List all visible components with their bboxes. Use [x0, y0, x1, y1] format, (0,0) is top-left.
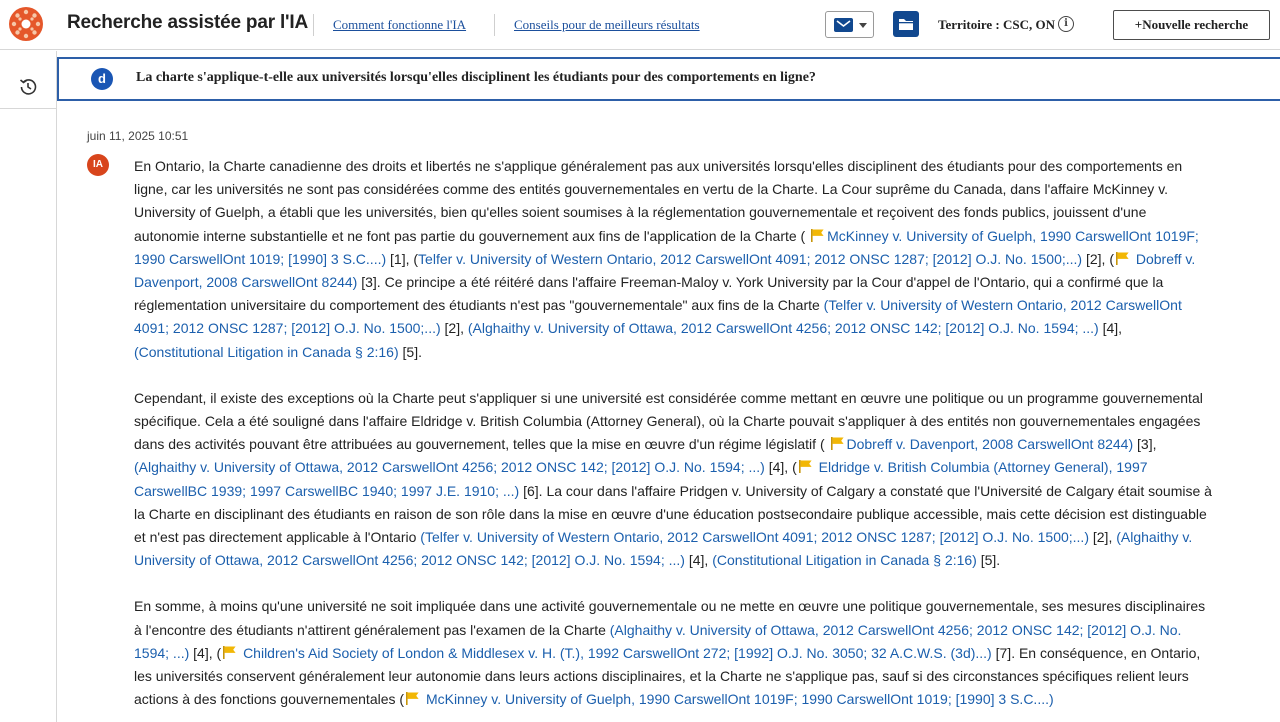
answer-paragraph [134, 155, 1214, 364]
sidebar-divider [0, 108, 57, 109]
citation-link[interactable]: Telfer v. University of Western Ontario, 2012 CarswellOnt 4091; 2012 ONSC 1287; [2012] O.J. No. 1500;...) [418, 250, 1083, 267]
citation-link[interactable]: (Telfer v. University of Western Ontario, 2012 CarswellOnt 4091; 2012 ONSC 1287; [2012] O.J. No. 1500;...) [420, 529, 1089, 546]
flag-icon [810, 228, 825, 242]
citation-link[interactable]: (Alghaithy v. University of Ottawa, 2012 CarswellOnt 4256; 2012 ONSC 142; [2012] O.J. No. 1594; ...) [134, 529, 1193, 569]
history-icon[interactable] [17, 76, 39, 98]
flag-icon [222, 645, 237, 659]
app-title: Recherche assistée par l'IA [67, 12, 308, 33]
territory-label: Territoire : CSC, ON [938, 17, 1055, 32]
sidebar [0, 51, 57, 722]
citation-ref: [2], [444, 320, 464, 337]
mail-icon [834, 18, 853, 32]
citation-link[interactable]: Dobreff v. Davenport, 2008 CarswellOnt 8244) [134, 250, 1196, 291]
question-text: La charte s'applique-t-elle aux universités lorsqu'elles disciplinent les étudiants pour des comportements en ligne? [136, 70, 816, 85]
answer-paragraph [134, 595, 1214, 711]
citation-link[interactable]: (Constitutional Litigation in Canada § 2:16) [134, 343, 399, 360]
citation-ref: [4], ( [193, 644, 222, 661]
top-header [0, 0, 1280, 50]
answer-body [134, 155, 1214, 722]
info-icon[interactable]: i [1058, 16, 1074, 32]
how-ai-works-link[interactable]: Comment fonctionne l'IA [333, 17, 467, 32]
flag-icon [1115, 251, 1130, 265]
citation-ref: [3], [1137, 436, 1157, 453]
chevron-down-icon [859, 23, 867, 28]
citation-ref: [4], [688, 552, 709, 569]
citation-link[interactable]: (Constitutional Litigation in Canada § 2:16) [712, 552, 977, 569]
logo-icon [8, 6, 44, 42]
answer-text: [7]. En conséquence, en Ontario, les universités conservent généralement leur autonomie dans leurs actions disciplinaires, et la Charte ne s'applique pas, sauf si des circonstances spécifiques relient leurs actions à des fonctions gouvernementales ( [134, 644, 1201, 708]
citation-ref: [1], ( [390, 250, 419, 267]
answer-paragraph [134, 387, 1214, 573]
citation-link[interactable]: (Telfer v. University of Western Ontario, 2012 CarswellOnt 4091; 2012 ONSC 1287; [2012] O.J. No. 1500;...) [134, 297, 1182, 337]
header-divider [494, 14, 495, 36]
citation-link[interactable]: (Alghaithy v. University of Ottawa, 2012 CarswellOnt 4256; 2012 ONSC 142; [2012] O.J. No. 1594; ...) [134, 459, 765, 476]
citation-ref: [4], ( [768, 459, 797, 476]
flag-icon [830, 436, 845, 450]
citation-ref: [2], ( [1085, 250, 1114, 267]
ai-avatar: IA [87, 154, 109, 176]
mail-dropdown-button[interactable] [825, 11, 874, 38]
answer-text: En Ontario, la Charte canadienne des droits et libertés ne s'applique généralement pas aux universités lorsqu'elles disciplinent des étudiants pour des comportements en ligne, car les universités ne sont pas considérées comme des entités gouvernementales en vertu de la Charte. La Cour suprême du Canada, dans l'affaire McKinney v. University of Guelph, a établi que les universités, bien qu'elles soient soumises à la réglementation gouvernementale et reçoivent des fonds publics, jouissent d'une autonomie interne substantielle et ne font pas partie du gouvernement aux fins de l'application de la Charte ( [134, 158, 1183, 244]
header-divider [313, 14, 314, 36]
citation-link[interactable]: (Alghaithy v. University of Ottawa, 2012 CarswellOnt 4256; 2012 ONSC 142; [2012] O.J. No. 1594; ...) [134, 621, 1182, 661]
citation-ref: [2], [1092, 529, 1113, 546]
citation-ref: [4], [1102, 320, 1123, 337]
citation-link[interactable]: (Alghaithy v. University of Ottawa, 2012 CarswellOnt 4256; 2012 ONSC 142; [2012] O.J. No. 1594; ...) [467, 320, 1099, 337]
flag-icon [798, 459, 813, 473]
citation-ref: [5]. [402, 343, 422, 360]
answer-text: [3]. Ce principe a été réitéré dans l'affaire Freeman-Maloy v. York University par la Cour d'appel de l'Ontario, qui a confirmé que la réglementation universitaire du comportement des étudiants n'est pas "gouvernementale" aux fins de la Charte [134, 274, 1164, 314]
citation-ref: [5]. [980, 552, 1001, 569]
user-avatar: d [91, 68, 113, 90]
question-bar[interactable] [57, 57, 1280, 101]
answer-text: En somme, à moins qu'une université ne soit impliquée dans une activité gouvernementale ou ne mette en œuvre une politique gouvernementale, ses mesures disciplinaires à l'encontre des étudiants n'attirent généralement pas l'examen de la Charte [134, 598, 1206, 638]
citation-link[interactable]: McKinney v. University of Guelph, 1990 CarswellOnt 1019F; 1990 CarswellOnt 1019; [1990] 3 S.C....) [134, 227, 1199, 267]
flag-icon [405, 691, 420, 705]
citation-link[interactable]: Dobreff v. Davenport, 2008 CarswellOnt 8244) [846, 436, 1134, 453]
citation-link[interactable]: Eldridge v. British Columbia (Attorney General), 1997 CarswellBC 1939; 1997 CarswellBC 1940; 1997 J.E. 1910; ...) [134, 459, 1148, 499]
citation-link[interactable]: Children's Aid Society of London & Middlesex v. H. (T.), 1992 CarswellOnt 272; [1992] O.J. No. 3050; 32 A.C.W.S. (3d)...) [243, 644, 992, 661]
answer-text: [6]. La cour dans l'affaire Pridgen v. University of Calgary a constaté que l'Université de Calgary était soumise à la Charte en disciplinant des étudiants en raison de son rôle dans la mise en œuvre d'une éducation postsecondaire publique accessible, mais cette décision est distinguable et n'est pas directement applicable à l'Ontario [134, 482, 1212, 546]
folder-icon [893, 11, 919, 37]
citation-link[interactable]: McKinney v. University of Guelph, 1990 CarswellOnt 1019F; 1990 CarswellOnt 1019; [1990] 3 S.C....) [425, 691, 1054, 708]
tips-link[interactable]: Conseils pour de meilleurs résultats [514, 17, 700, 32]
answer-timestamp: juin 11, 2025 10:51 [87, 129, 189, 143]
answer-text: Cependant, il existe des exceptions où la Charte peut s'appliquer si une université est considérée comme mettant en œuvre une politique ou un programme gouvernemental spécifique. Cela a été souligné dans l'affaire Eldridge v. British Columbia (Attorney General), où la Charte pouvait s'appliquer à des entités non gouvernementales engagées dans des activités pouvant être attribuées au gouvernement, telles que la mise en œuvre d'un régime législatif ( [134, 389, 1203, 453]
folder-button[interactable] [893, 11, 919, 37]
new-search-button[interactable]: +Nouvelle recherche [1113, 10, 1270, 40]
